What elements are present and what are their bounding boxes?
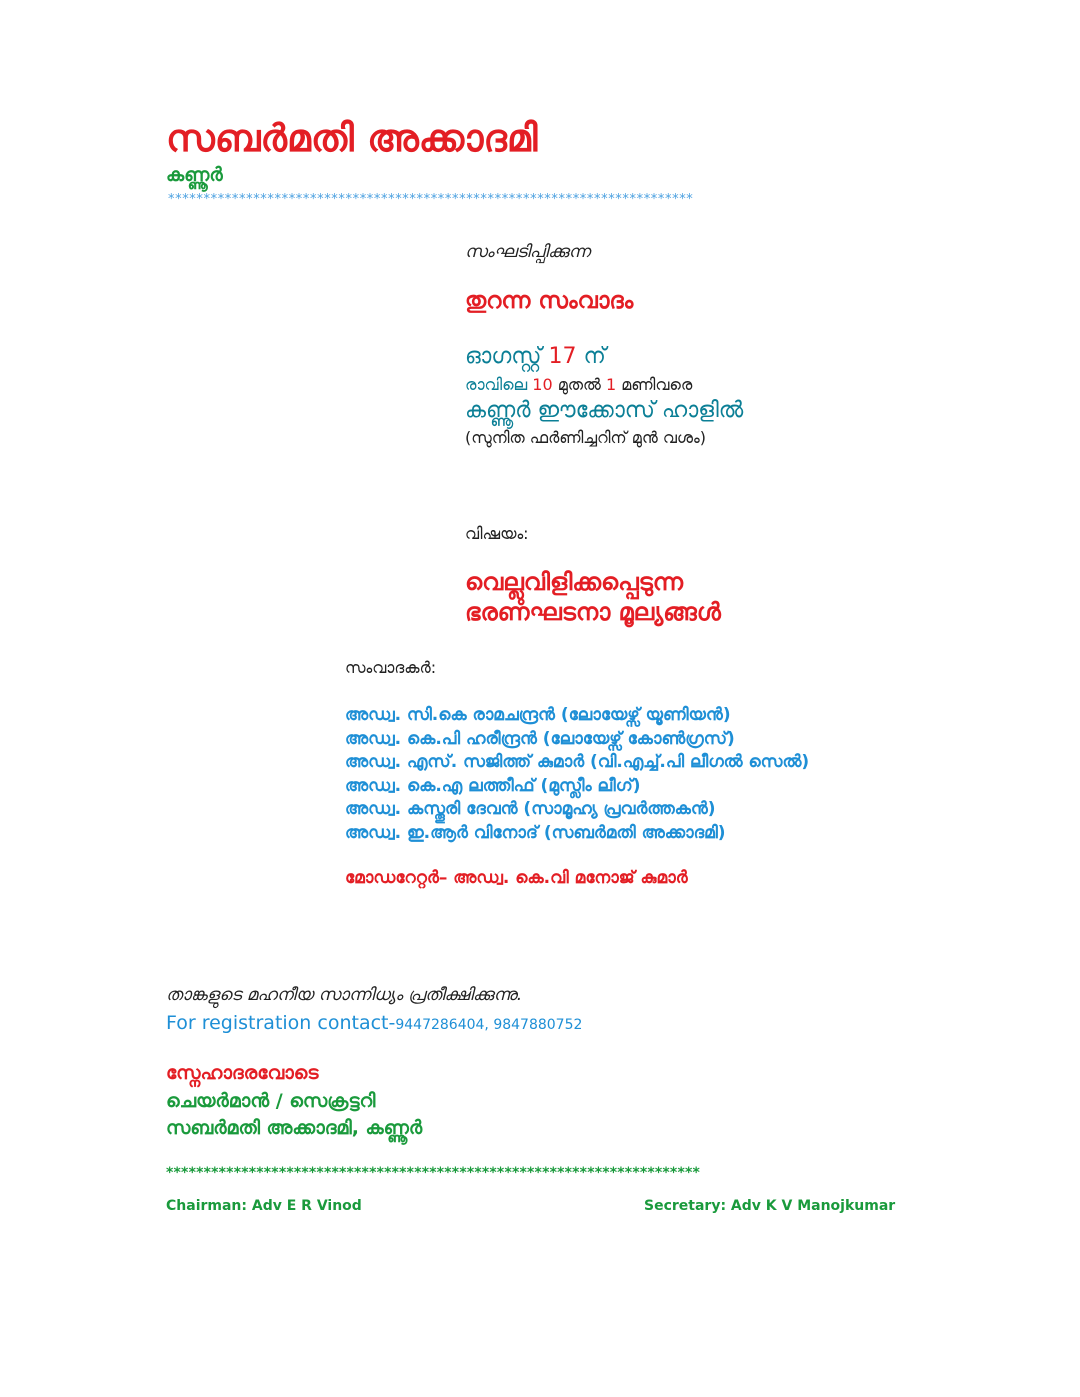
event-date [465,344,606,369]
speaker-item: അഡ്വ. ഇ.ആർ വിനോദ് (സബർമതി അക്കാദമി) [345,822,726,843]
time-part2: മുതൽ [557,375,601,394]
moderator: മോഡറേറ്റർ– അഡ്വ. കെ.വി മനോജ് കുമാർ [345,868,688,888]
speakers-label: സംവാദകർ: [345,658,437,677]
date-prefix: ഓഗസ്റ്റ് [465,344,542,369]
signoff-line-2: സബർമതി അക്കാദമി, കണ്ണൂർ [166,1117,423,1139]
date-suffix: ന് [583,344,606,369]
footer-chairman: Chairman: Adv E R Vinod [166,1198,362,1214]
registration-contact [166,1012,582,1034]
date-day: 17 [548,344,577,369]
subject-line-1: വെല്ലുവിളിക്കപ്പെടുന്ന [465,568,684,596]
speakers-list [345,704,809,845]
event-landmark: (സുനിത ഫർണിച്ചറിന് മുൻ വശം) [465,428,706,447]
signoff-line-1: ചെയർമാൻ / സെക്രട്ടറി [166,1090,376,1112]
event-intro: സംഘടിപ്പിക്കുന്ന [465,242,591,262]
speaker-item: അഡ്വ. കസ്തൂരി ദേവൻ (സാമൂഹ്യ പ്രവർത്തകൻ) [345,799,716,819]
event-time [465,375,692,395]
speaker-item: അഡ്വ. കെ.എ ലത്തീഫ് (മുസ്ലീം ലീഗ്) [345,775,641,796]
bottom-divider: *********************************************************************** [166,1165,701,1181]
subject-label: വിഷയം: [465,524,529,543]
subject-line-2: ഭരണഘടനാ മൂല്യങ്ങൾ [465,598,721,626]
speaker-item: അഡ്വ. എസ്. സജിത്ത് കുമാർ (വി.എച്ച്.പി ലീഗൽ സെൽ) [345,752,810,772]
page-subtitle: കണ്ണൂർ [166,164,223,186]
registration-label: For registration contact- [166,1012,396,1034]
signoff [166,1088,422,1142]
top-divider: ************************************************************************** [168,192,694,207]
time-start: 10 [532,375,553,394]
speaker-item: അഡ്വ. കെ.പി ഹരീന്ദ്രൻ (ലോയേഴ്സ് കോൺഗ്രസ്) [345,728,735,749]
time-end: 1 [605,375,617,394]
speaker-item: അഡ്വ. സി.കെ രാമചന്ദ്രൻ (ലോയേഴ്സ് യൂണിയൻ) [345,705,731,725]
time-part3: മണിവരെ [621,375,693,394]
subject-title [465,567,721,627]
presence-request: താങ്കളുടെ മഹനീയ സാന്നിധ്യം പ്രതീക്ഷിക്കുന്നു. [166,985,523,1005]
greeting: സ്നേഹാദരവോടെ [166,1062,319,1084]
page-title: സബർമതി അക്കാദമി [166,116,538,160]
registration-phones: 9447286404, 9847880752 [395,1017,583,1033]
time-part1: രാവിലെ [465,375,528,394]
event-venue: കണ്ണൂർ ഈക്കോസ് ഹാളിൽ [465,398,744,423]
footer-secretary: Secretary: Adv K V Manojkumar [644,1198,896,1214]
event-name: തുറന്ന സംവാദം [465,288,634,314]
